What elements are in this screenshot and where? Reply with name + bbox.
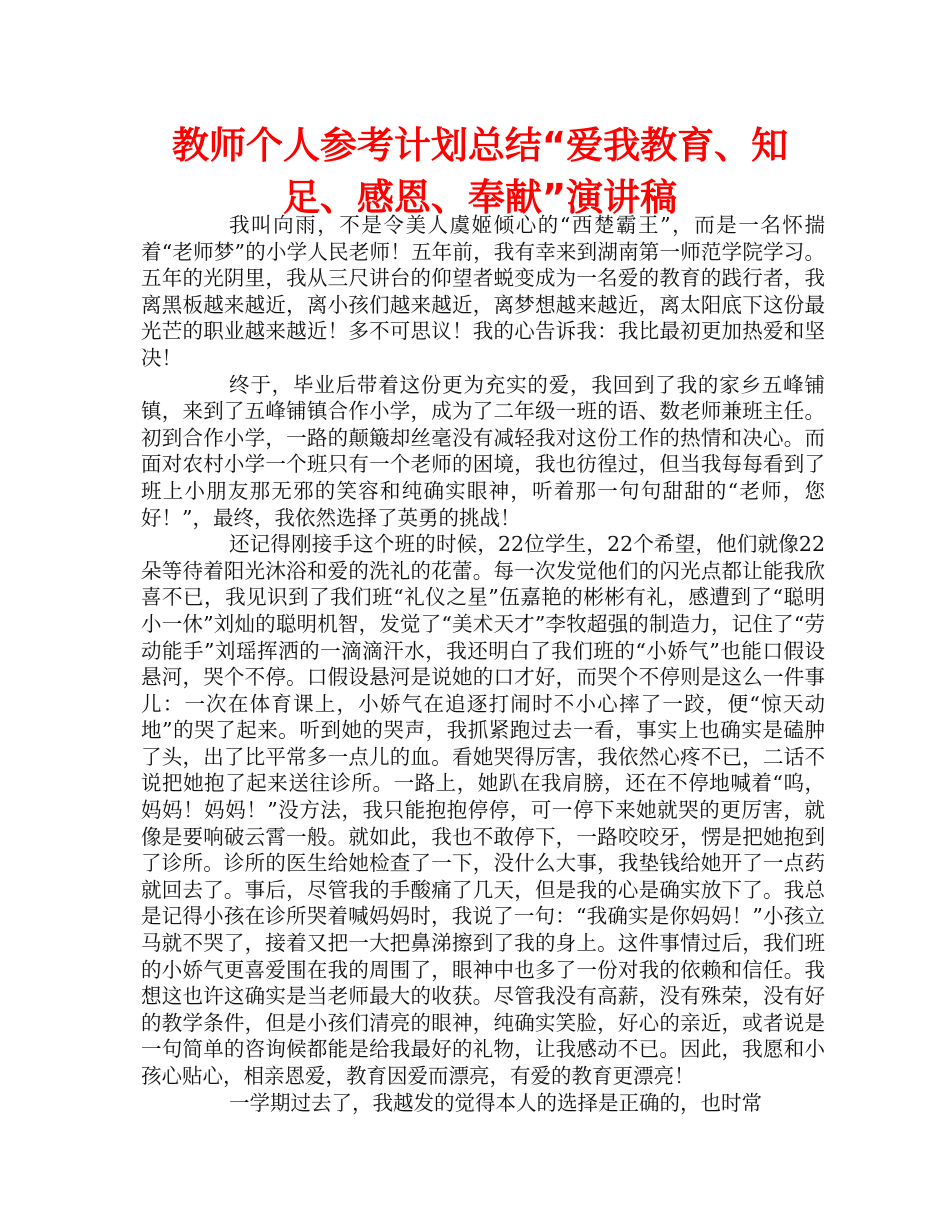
document-title: 教师个人参考计划总结“爱我教育、知足、感恩、奉献”演讲稿 — [171, 124, 789, 219]
paragraph-4: 一学期过去了，我越发的觉得本人的选择是正确的，也时常 — [229, 1090, 762, 1115]
paragraph-2: 终于，毕业后带着这份更为充实的爱，我回到了我的家乡五峰铺镇，来到了五峰铺镇合作小学，成为了二年级一班的语、数老师兼班主任。初到合作小学，一路的颠簸却丝毫没有减轻我对这份工作的热情和决心。而面对农村小学一个班只有一个老师的困境，我也彷徨过，但当我每每看到了班上小朋友那无邪的笑容和纯确实眼神，听着那一句句甜甜的“老师，您好！”，最终，我依然选择了英勇的挑战！ — [141, 372, 825, 530]
paragraph-3: 还记得刚接手这个班的时候，22位学生，22个希望，他们就像22朵等待着阳光沐浴和爱的洗礼的花蕾。每一次发觉他们的闪光点都让能我欣喜不已，我见识到了我们班“礼仪之星”伍嘉艳的彬彬有礼，感遭到了“聪明小一休”刘灿的聪明机智，发觉了“美术天才”李牧超强的制造力，记住了“劳动能手”刘瑶挥洒的一滴滴汗水，我还明白了我们班的“小娇气”也能口假设悬河，哭个不停。口假设悬河是说她的口才好，而哭个不停则是这么一件事儿：一次在体育课上，小娇气在追逐打闹时不小心摔了一跤，便“惊天动地”的哭了起来。听到她的哭声，我抓紧跑过去一看，事实上也确实是磕肿了头，出了比平常多一点儿的血。看她哭得厉害，我依然心疼不已，二话不说把她抱了起来送往诊所。一路上，她趴在我肩膀，还在不停地喊着“呜，妈妈！妈妈！”没方法，我只能抱抱停停，可一停下来她就哭的更厉害，就像是要响破云霄一般。就如此，我也不敢停下，一路咬咬牙，愣是把她抱到了诊所。诊所的医生给她检查了一下，没什么大事，我垫钱给她开了一点药就回去了。事后，尽管我的手酸痛了几天，但是我的心是确实放下了。我总是记得小孩在诊所哭着喊妈妈时，我说了一句：“我确实是你妈妈！”小孩立马就不哭了，接着又把一大把鼻涕擦到了我的身上。这件事情过后，我们班的小娇气更喜爱围在我的周围了，眼神中也多了一份对我的依赖和信任。我想这也许这确实是当老师最大的收获。尽管我没有高薪，没有殊荣，没有好的教学条件，但是小孩们清亮的眼神，纯确实笑脸，好心的亲近，或者说是一句简单的咨询候都能是给我最好的礼物，让我感动不已。因此，我愿和小孩心贴心，相亲恩爱，教育因爱而漂亮，有爱的教育更漂亮！ — [141, 532, 825, 1088]
paragraph-1: 我叫向雨，不是令美人虞姬倾心的“西楚霸王”，而是一名怀揣着“老师梦”的小学人民老师！五年前，我有幸来到湖南第一师范学院学习。五年的光阴里，我从三尺讲台的仰望者蜕变成为一名爱的教育的践行者，我离黑板越来越近，离小孩们越来越近，离梦想越来越近，离太阳底下这份最光芒的职业越来越近！多不可思议！我的心告诉我：我比最初更加热爱和坚决！ — [141, 213, 825, 370]
document-body — [141, 212, 825, 1116]
